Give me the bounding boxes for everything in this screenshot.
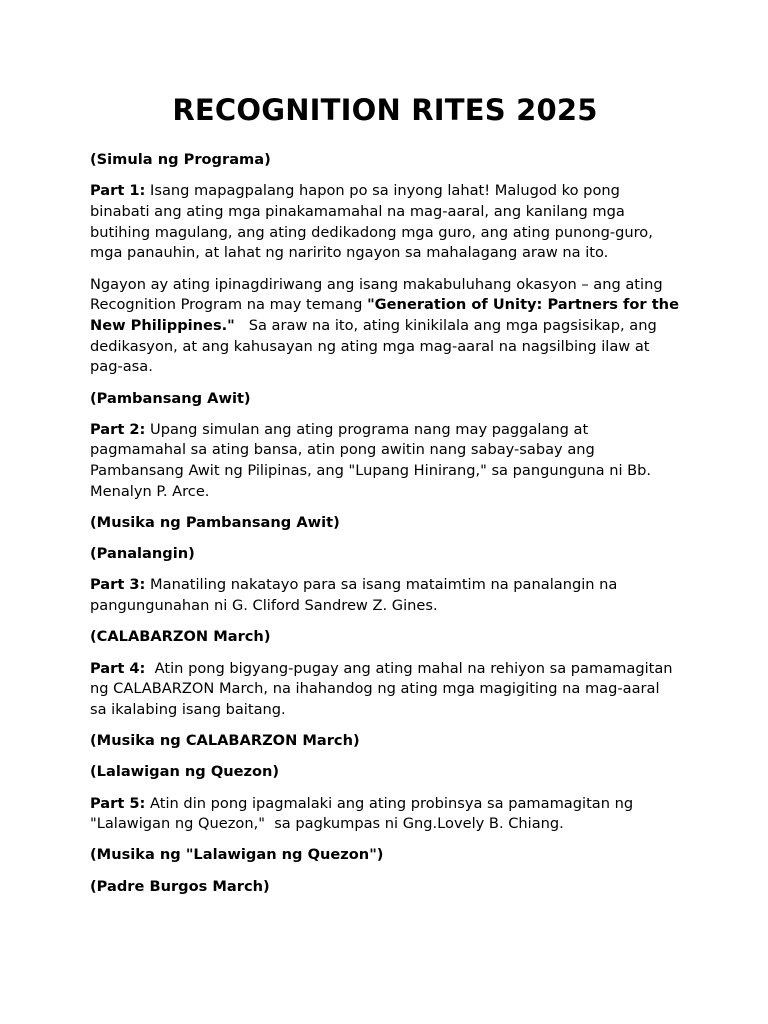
paragraph-text: Manatiling nakatayo para sa isang mataimtim na panalangin na pangungunahan ni G. Cliford Sandrew Z. Gines. [90, 576, 618, 615]
part-label: Part 1: [90, 182, 146, 200]
part-label: Part 2: [90, 420, 146, 438]
paragraph-text: Atin din pong ipagmalaki ang ating probinsya sa pamamagitan ng "Lalawigan ng Quezon," sa pagkumpas ni Gng.Lovely B. Chiang. [90, 794, 638, 833]
part-label: Part 4: [90, 659, 146, 677]
script-paragraph [90, 575, 680, 616]
paragraph-text: Upang simulan ang ating programa nang may paggalang at pagmamahal sa ating bansa, atin pong awitin nang sabay-sabay ang Pambansang Awit ng Pilipinas, ang "Lupang Hinirang," sa pangunguna ni Bb. Menalyn P. Arce. [90, 420, 652, 500]
theme-paragraph [90, 275, 680, 379]
stage-cue: (CALABARZON March) [90, 628, 271, 646]
paragraph-text: Ngayon ay ating ipinagdiriwang ang isang makabuluhang okasyon – ang ating Recognition Program na may temang [90, 275, 663, 314]
stage-cue: (Lalawigan ng Quezon) [90, 763, 280, 781]
paragraph-text: Sa araw na ito, ating kinikilala ang mga pagsisikap, ang dedikasyon, at ang kahusayan ng ating mga mag-aaral na nagsilbing ilaw at pag-asa. [90, 316, 662, 376]
paragraph-text: Atin pong bigyang-pugay ang ating mahal na rehiyon sa pamamagitan ng CALABARZON March, na ihahandog ng ating mga magigiting na mag-aaral sa ikalabing isang baitang. [90, 659, 678, 718]
stage-cue: (Musika ng CALABARZON March) [90, 732, 360, 750]
part-label: Part 5: [90, 794, 146, 812]
document-title: RECOGNITION RITES 2025 [172, 93, 598, 127]
script-paragraph [90, 659, 680, 721]
document-page [90, 90, 680, 908]
paragraph-text: Isang mapagpalang hapon po sa inyong lahat! Malugod ko pong binabati ang ating mga pinakamamahal na mag-aaral, ang kanilang mga butihing magulang, ang ating dedikadong mga guro, ang ating punong-guro, mga panauhin, at lahat ng naririto ngayon sa mahalagang araw na ito. [90, 182, 653, 262]
stage-cue: (Pambansang Awit) [90, 389, 251, 407]
stage-cue: (Panalangin) [90, 545, 195, 563]
stage-cue: (Musika ng "Lalawigan ng Quezon") [90, 846, 384, 864]
part-label: Part 3: [90, 576, 146, 594]
stage-cue: (Simula ng Programa) [90, 151, 271, 168]
script-paragraph [90, 420, 680, 503]
theme-title: "Generation of Unity: Partners for the New Philippines." [90, 296, 679, 334]
stage-cue: (Padre Burgos March) [90, 877, 270, 895]
script-paragraph [90, 794, 680, 835]
stage-cue: (Musika ng Pambansang Awit) [90, 514, 340, 532]
script-paragraph [90, 181, 680, 264]
